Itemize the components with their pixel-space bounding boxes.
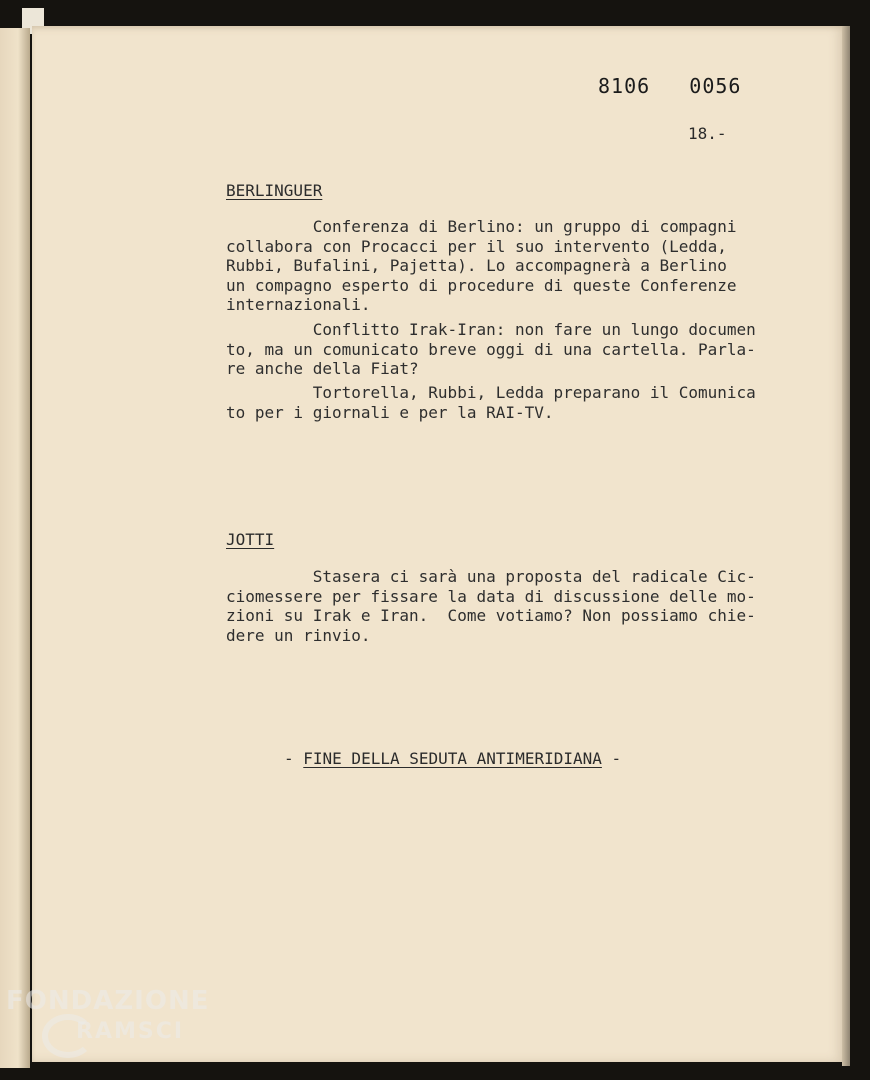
document-number: 8106 0056 [598,74,742,98]
paragraph: Stasera ci sarà una proposta del radicale Cic- ciomessere per fissare la data di discussione delle mo- zioni su Irak e Iran. Come votiamo? Non possiamo chie- dere un rinvio. [226,567,756,645]
speaker-heading-berlinguer: BERLINGUER [226,181,323,200]
logo-line1: FONDAZIONE [6,986,210,1016]
fondazione-gramsci-logo [6,986,226,1062]
left-page-edge [0,28,30,1068]
paragraph: Conflitto Irak-Iran: non fare un lungo documen to, ma un comunicato breve oggi di una cartella. Parla- re anche della Fiat? [226,320,756,378]
page-number: 18.- [688,124,727,143]
closing-text: FINE DELLA SEDUTA ANTIMERIDIANA [303,749,602,768]
paragraph: Tortorella, Rubbi, Ledda preparano il Comunica to per i giornali e per la RAI-TV. [226,383,756,422]
closing-dash-left: - [284,749,304,768]
closing-dash-right: - [601,749,622,768]
page-right-edge [842,26,850,1066]
paragraph: Conferenza di Berlino: un gruppo di compagni collabora con Procacci per il suo intervento (Ledda, Rubbi, Bufalini, Pajetta). Lo accompagnerà a Berlino un compagno esperto di procedure di queste Conferenze internazionali. [226,217,737,314]
speaker-heading-jotti: JOTTI [226,530,275,549]
session-end-line [284,749,621,768]
logo-line2: RAMSCI [76,1019,185,1044]
